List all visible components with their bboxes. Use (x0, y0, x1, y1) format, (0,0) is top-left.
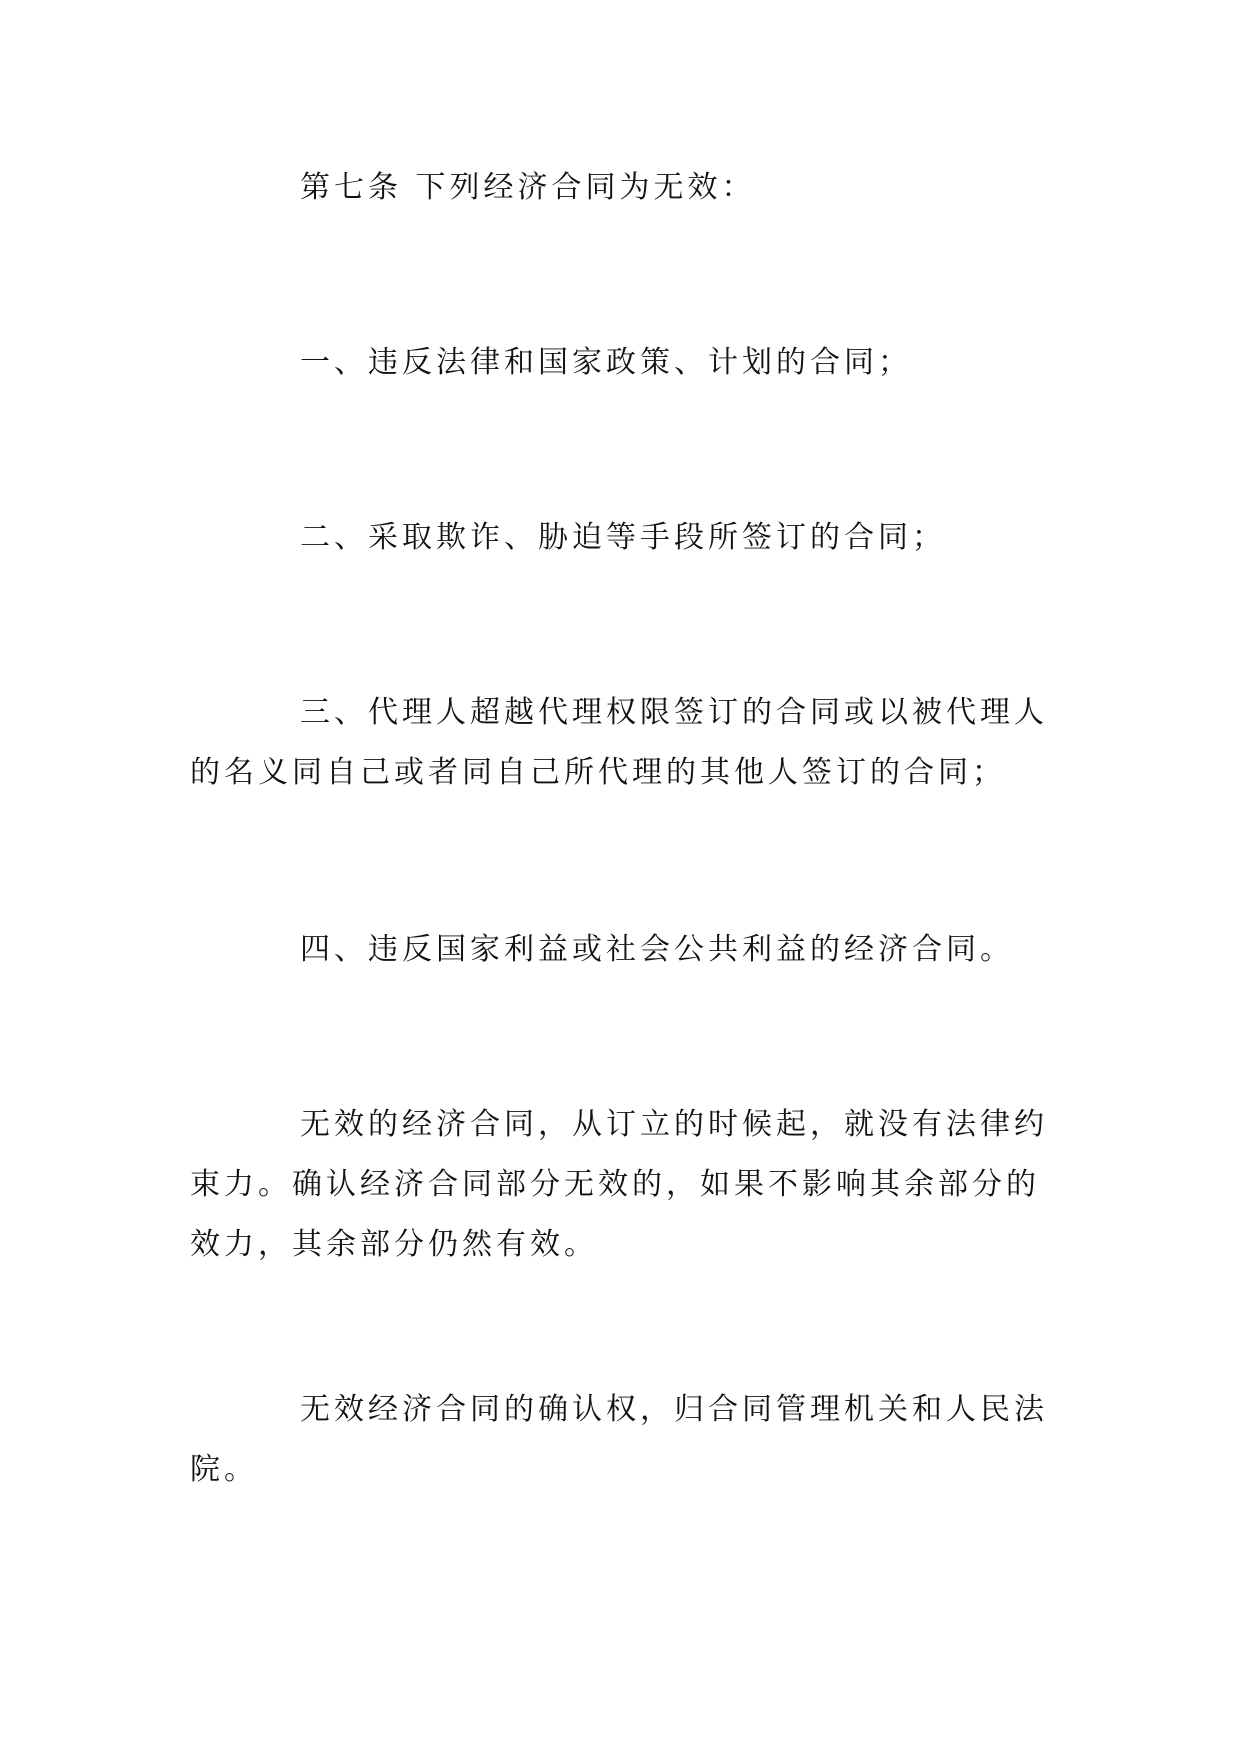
confirmation-authority-paragraph: 无效经济合同的确认权，归合同管理机关和人民法院。 (190, 1392, 1048, 1487)
clause-three: 三、代理人超越代理权限签订的合同或以被代理人的名义同自己或者同自己所代理的其他人签订的合同； (190, 695, 1048, 790)
clause-two: 二、采取欺诈、胁迫等手段所签订的合同； (300, 520, 946, 555)
clause-four: 四、违反国家利益或社会公共利益的经济合同。 (300, 932, 1014, 967)
clause-one: 一、违反法律和国家政策、计划的合同； (300, 345, 912, 380)
invalid-contract-effect-paragraph: 无效的经济合同，从订立的时候起，就没有法律约束力。确认经济合同部分无效的，如果不影响其余部分的效力，其余部分仍然有效。 (190, 1107, 1048, 1262)
article-seven-heading: 第七条 下列经济合同为无效： (300, 170, 756, 205)
